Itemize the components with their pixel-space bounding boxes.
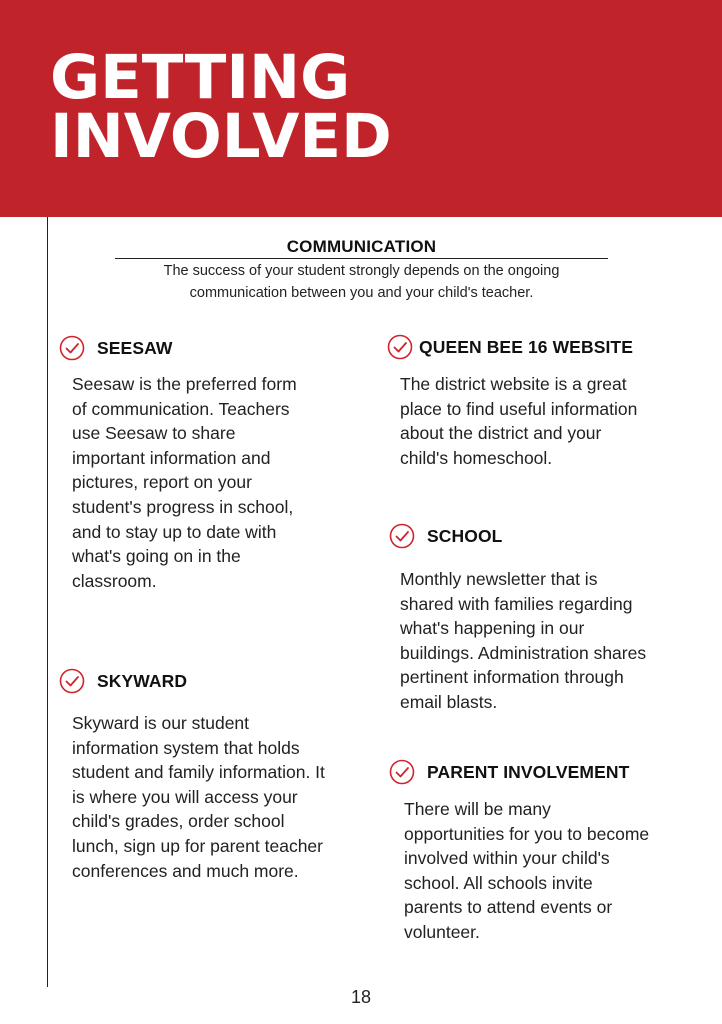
website-title: QUEEN BEE 16 WEBSITE [419,336,633,357]
header-banner [0,0,722,217]
check-circle-icon [389,523,415,549]
website-body: The district website is a great place to find useful information about the district and your child's homeschool. [400,374,638,468]
skyward-title: SKYWARD [97,670,188,691]
school-body: Monthly newsletter that is shared with families regarding what's happening in our buildings. Administration shares pertinent information through email blasts. [400,569,647,712]
communication-heading: COMMUNICATION [286,237,437,256]
check-circle-icon [59,335,85,361]
seesaw-title: SEESAW [97,337,173,358]
check-circle-icon [387,334,413,360]
parent-involvement-header [389,759,629,785]
page-title [50,42,392,172]
parent-involvement-body: There will be many opportunities for you to become involved within your child's school. All schools invite parents to attend events or volunteer. [404,799,650,942]
left-margin-rule [47,217,48,987]
page-title-line-2: INVOLVED [50,101,392,172]
communication-intro: The success of your student strongly depends on the ongoing communication between you and your child's teacher. [163,263,560,301]
website-header [387,334,633,360]
skyward-header [59,668,187,694]
check-circle-icon [389,759,415,785]
check-circle-icon [59,668,85,694]
page-number: 18 [350,987,372,1007]
seesaw-header [59,335,172,361]
seesaw-body: Seesaw is the preferred form of communication. Teachers use Seesaw to share important information and pictures, report on your student's progress in school, and to stay up to date with what's going on in the classroom. [72,374,297,591]
page-title-line-1: GETTING [50,42,351,113]
skyward-body: Skyward is our student information system that holds student and family information. It is where you will access your child's grades, order school lunch, sign up for parent teacher conferences and much more. [72,713,325,881]
school-header [389,523,502,549]
school-title: SCHOOL [427,525,503,546]
parent-involvement-title: PARENT INVOLVEMENT [427,761,630,782]
communication-divider [115,258,608,259]
